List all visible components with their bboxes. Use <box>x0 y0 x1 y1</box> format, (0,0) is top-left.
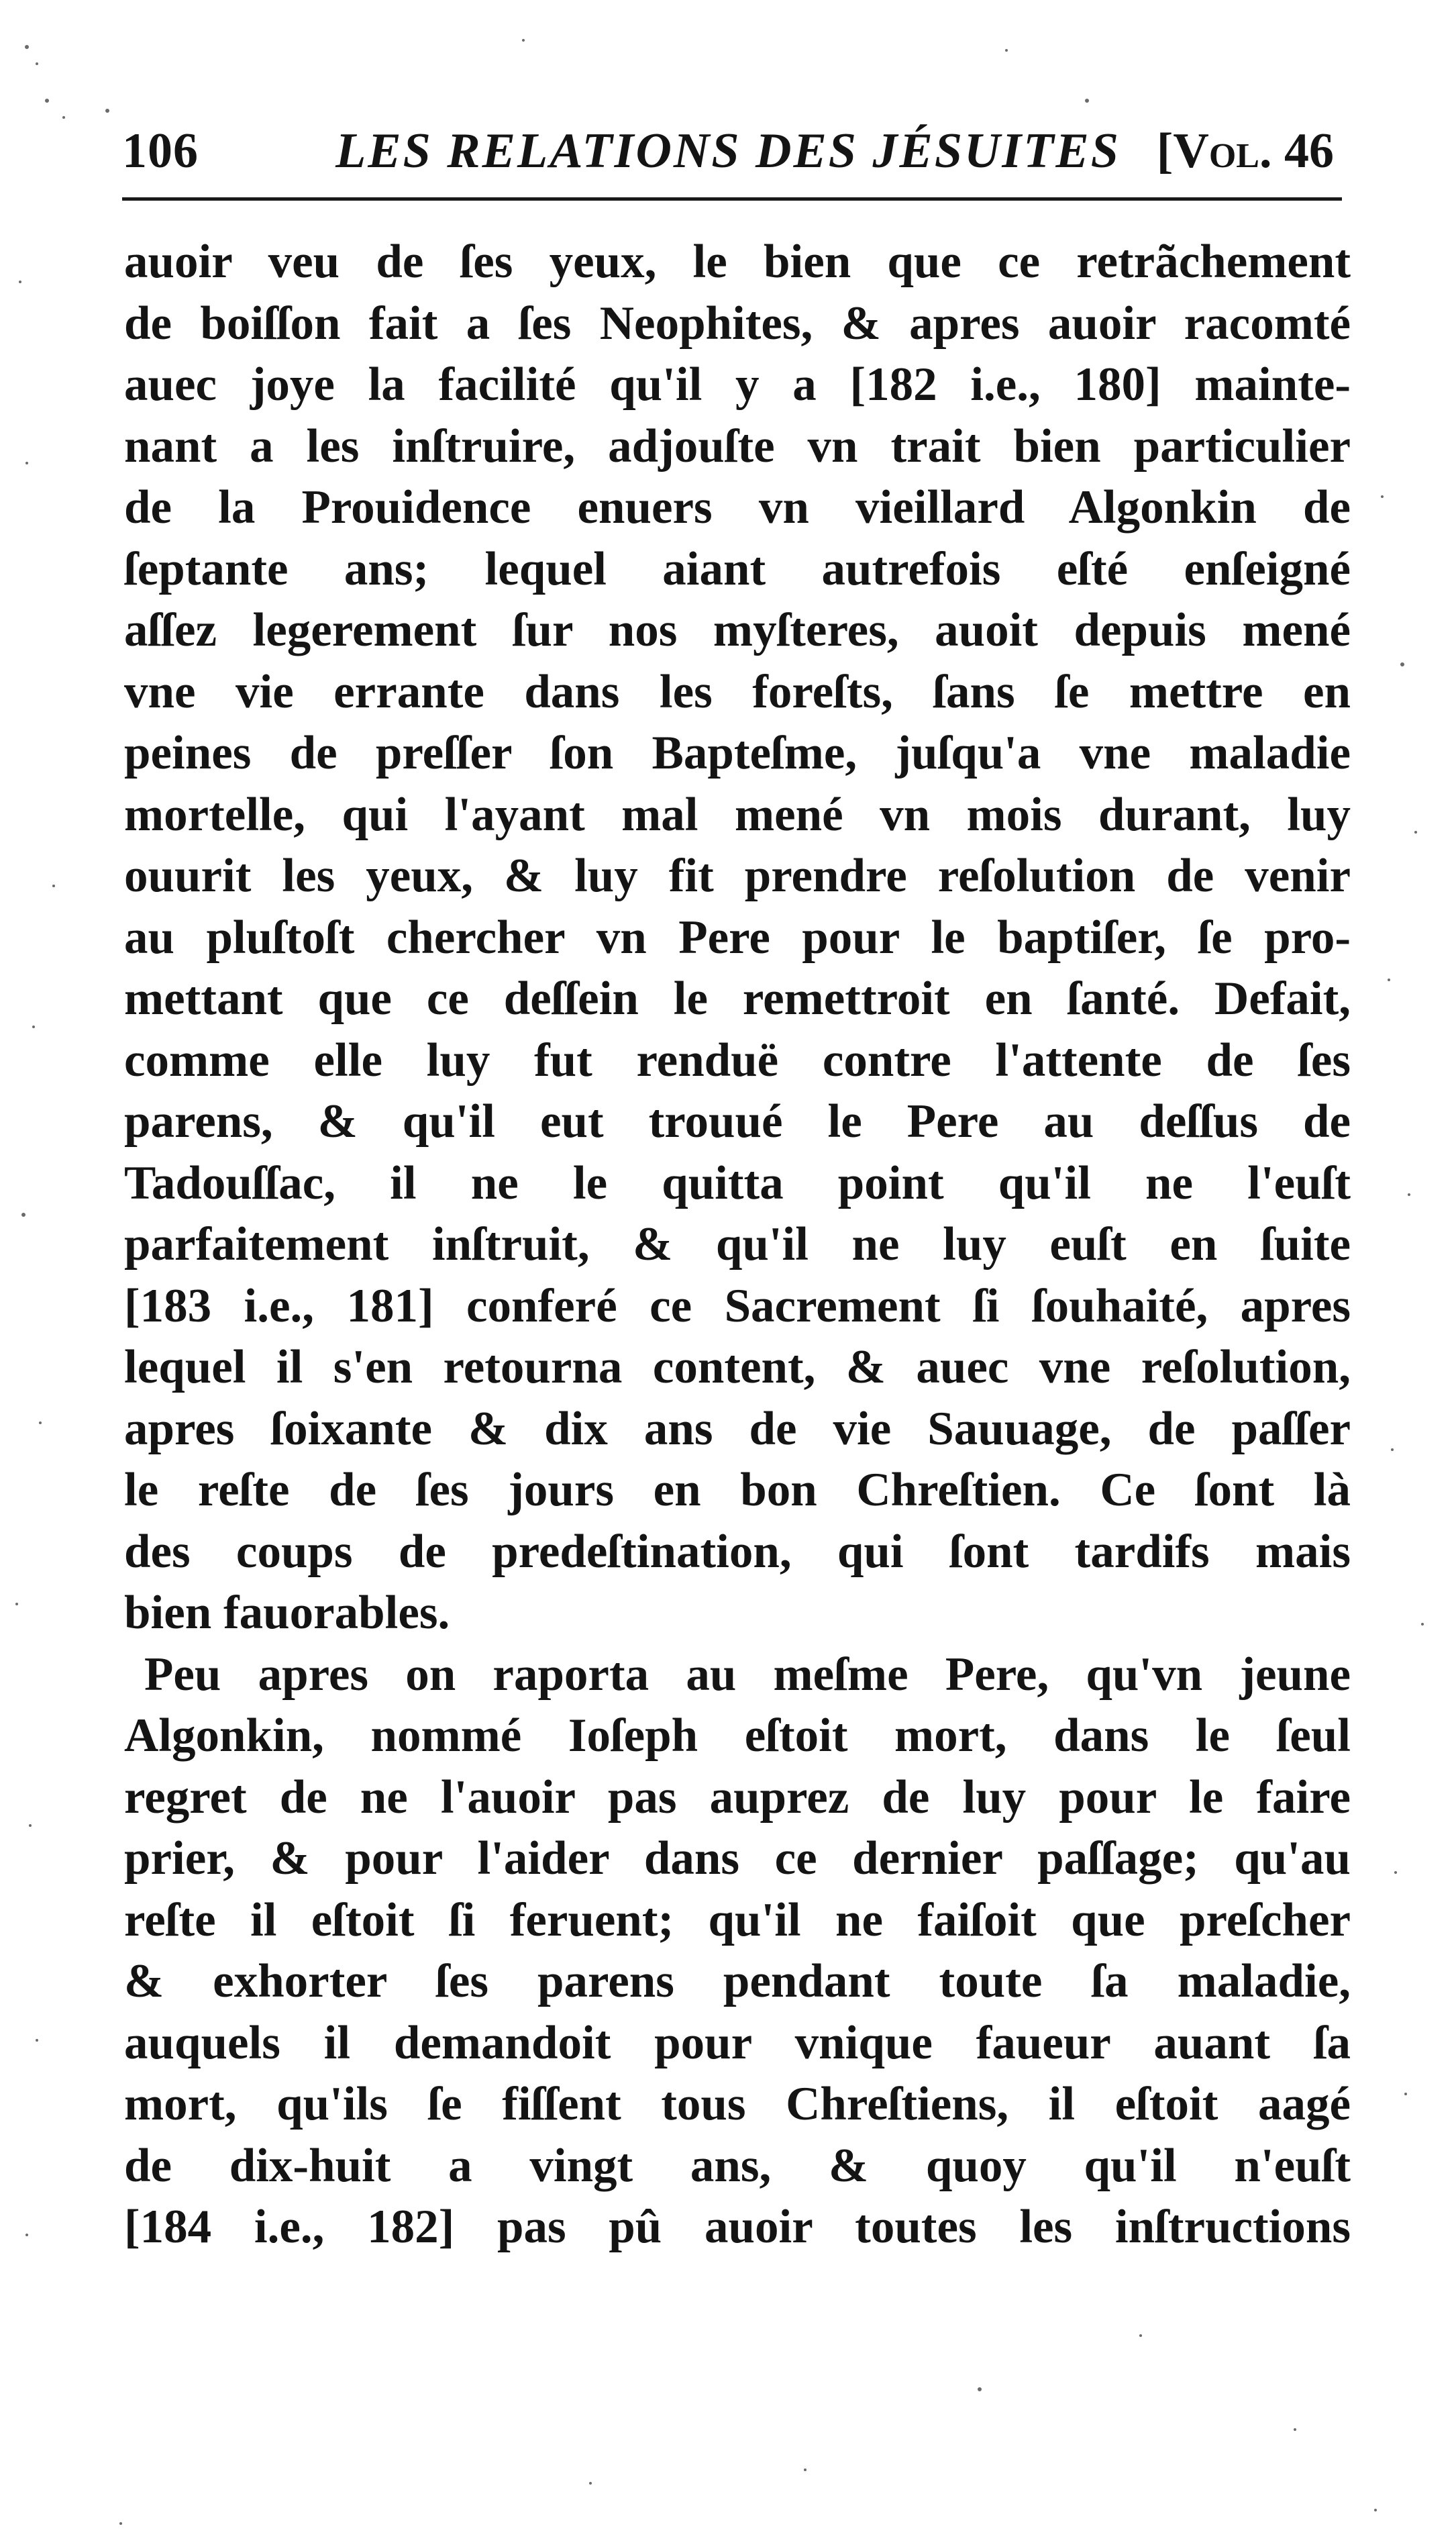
text-line: lequel il s'en retourna content, & auec vne reſolution, <box>124 1341 1351 1393</box>
text-line: de la Prouidence enuers vn vieillard Algonkin de <box>124 481 1351 534</box>
text-line: [184 i.e., 182] pas pû auoir toutes les inſtructions <box>124 2201 1351 2253</box>
text-line: le reſte de ſes jours en bon Chreſtien. Ce ſont là <box>124 1464 1351 1516</box>
text-line: comme elle luy fut renduë contre l'attente de ſes <box>124 1034 1351 1087</box>
text-line: & exhorter ſes parens pendant toute ſa maladie, <box>124 1955 1351 2007</box>
text-line: Algonkin, nommé Ioſeph eſtoit mort, dans le ſeul <box>124 1709 1351 1762</box>
running-title: LES RELATIONS DES JÉSUITES <box>335 123 1121 179</box>
text-line: bien fauorables. <box>124 1587 450 1639</box>
text-line: de boiſſon fait a ſes Neophites, & apres auoir racomté <box>124 297 1351 350</box>
text-line: de dix-huit a vingt ans, & quoy qu'il n'euſt <box>124 2139 1351 2192</box>
page-header <box>122 114 1334 188</box>
text-line: regret de ne l'auoir pas auprez de luy pour le faire <box>124 1770 1351 1824</box>
text-line: Peu apres on raporta au meſme Pere, qu'vn jeune <box>144 1648 1351 1701</box>
text-line: prier, & pour l'aider dans ce dernier paſſage; qu'au <box>124 1832 1351 1885</box>
volume-label: [Vol. 46 <box>1156 123 1334 179</box>
text-line: peines de preſſer ſon Bapteſme, juſqu'a vne maladie <box>124 727 1351 779</box>
page-number: 106 <box>122 123 199 179</box>
text-line: mortelle, qui l'ayant mal mené vn mois durant, luy <box>124 788 1351 841</box>
text-line: ouurit les yeux, & luy fit prendre reſolution de venir <box>124 850 1351 902</box>
text-line: mettant que ce deſſein le remettroit en ſanté. Defait, <box>124 972 1351 1025</box>
text-line: vne vie errante dans les foreſts, ſans ſe mettre en <box>124 665 1351 718</box>
text-line: auoir veu de ſes yeux, le bien que ce retrãchement <box>124 236 1351 288</box>
text-line: [183 i.e., 181] conferé ce Sacrement ſi ſouhaité, apres <box>124 1279 1351 1332</box>
text-line: parens, & qu'il eut trouué le Pere au deſſus de <box>124 1095 1351 1148</box>
text-line: reſte il eſtoit ſi feruent; qu'il ne faiſoit que preſcher <box>124 1893 1351 1946</box>
body-text <box>124 232 1351 2258</box>
text-line: ſeptante ans; lequel aiant autrefois eſté enſeigné <box>124 542 1351 595</box>
text-line: des coups de predeſtination, qui ſont tardifs mais <box>124 1525 1351 1578</box>
text-line: aſſez legerement ſur nos myſteres, auoit depuis mené <box>124 604 1351 656</box>
header-rule <box>122 197 1342 201</box>
text-line: mort, qu'ils ſe fiſſent tous Chreſtiens, il eſtoit aagé <box>124 2078 1351 2130</box>
text-line: apres ſoixante & dix ans de vie Sauuage, de paſſer <box>124 1402 1351 1455</box>
text-line: nant a les inſtruire, adjouſte vn trait bien particulier <box>124 419 1351 472</box>
text-line: auec joye la facilité qu'il y a [182 i.e., 180] mainte- <box>124 358 1351 411</box>
text-line: parfaitement inſtruit, & qu'il ne luy euſt en ſuite <box>124 1218 1351 1270</box>
text-line: au pluſtoſt chercher vn Pere pour le baptiſer, ſe pro- <box>124 911 1351 964</box>
text-line: auquels il demandoit pour vnique faueur auant ſa <box>124 2016 1351 2069</box>
text-line: Tadouſſac, il ne le quitta point qu'il ne l'euſt <box>124 1156 1351 1209</box>
